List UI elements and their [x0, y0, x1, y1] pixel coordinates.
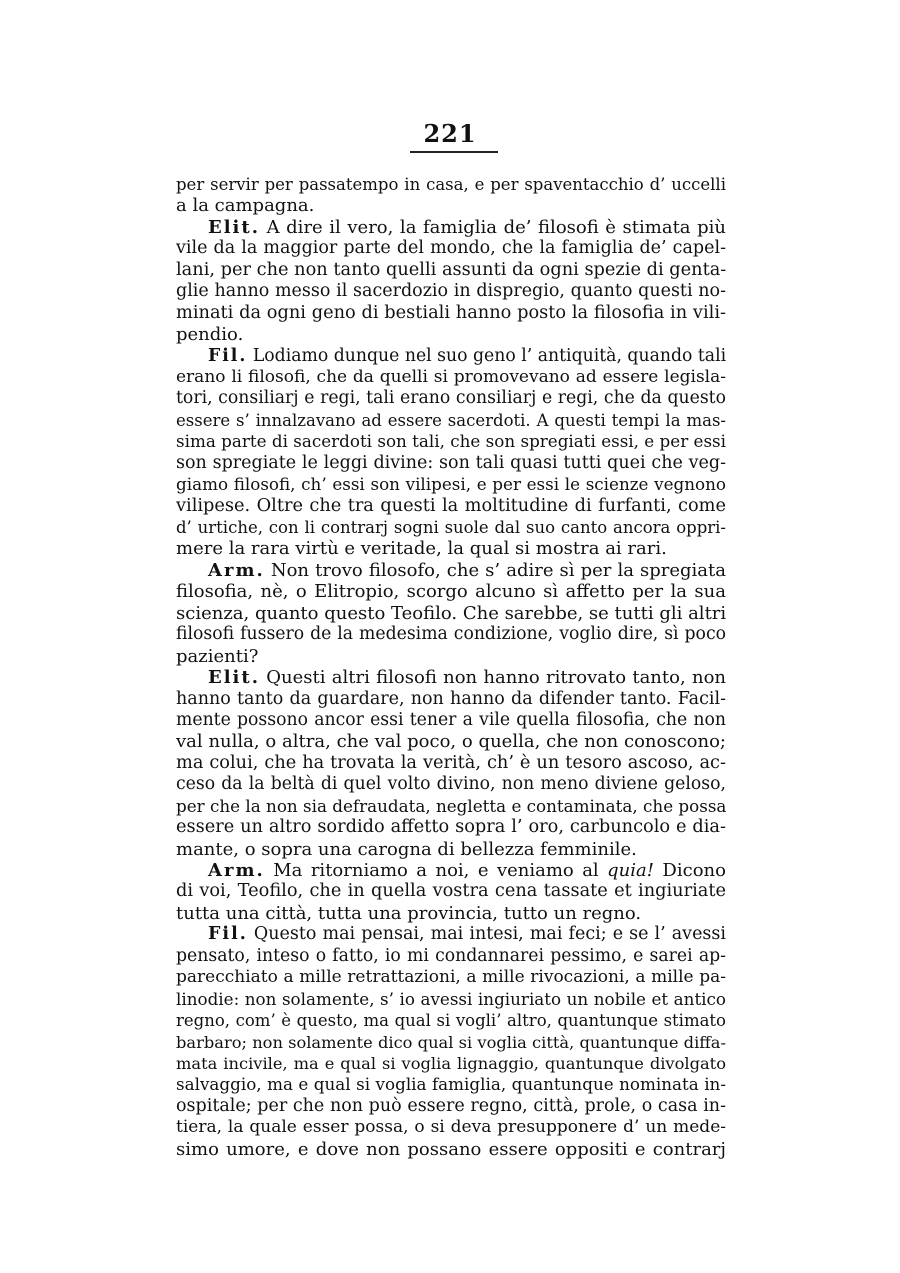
line-text: Questi altri filosofi non hanno ritrovato tanto, non [266, 667, 726, 689]
text-line [176, 646, 726, 667]
line-text: essere s’ innalzavano ad essere sacerdoti. A questi tempi la mas- [176, 410, 726, 430]
page-number-rule [410, 151, 498, 153]
text-line [176, 710, 726, 731]
italic-word: quia! [607, 860, 654, 881]
line-text: pendio. [176, 324, 244, 346]
dialogue-line-start [176, 667, 726, 688]
line-text: tori, consiliarj e regi, tali erano consiliarj e regi, che da questo [176, 388, 726, 409]
line-text: barbaro; non solamente dico qual si voglia città, quantunque diffa- [176, 1032, 726, 1052]
line-text: minati da ogni geno di bestiali hanno posto la filosofia in vili- [176, 302, 726, 323]
line-text: tutta una città, tutta una provincia, tutto un regno. [176, 902, 642, 924]
text-line [176, 174, 726, 195]
text-line [176, 603, 726, 624]
page-number: 221 [423, 119, 477, 148]
text-line [176, 1053, 726, 1074]
line-text: mata incivile, ma e qual si voglia lignaggio, quantunque divolgato [176, 1053, 726, 1073]
line-text: glie hanno messo il sacerdozio in dispregio, quanto questi no- [176, 281, 726, 302]
dialogue-line-start [176, 217, 726, 238]
line-text: giamo filosofi, ch’ essi son vilipesi, e per essi le scienze vegnono [176, 474, 726, 495]
text-line [176, 324, 726, 345]
text-line [176, 774, 726, 795]
dialogue-line-start [176, 346, 726, 367]
dialogue-line-start [176, 560, 726, 581]
text-line [176, 303, 726, 324]
text-line [176, 453, 726, 474]
line-text: mante, o sopra una carogna di bellezza femminile. [176, 838, 637, 860]
line-text: scienza, quanto questo Teofilo. Che sarebbe, se tutti gli altri [176, 602, 727, 624]
text-line [176, 474, 726, 495]
text-line [176, 388, 726, 409]
line-text: pazienti? [176, 645, 259, 667]
speaker-name: Elit. [208, 667, 260, 689]
line-text: vile da la maggior parte del mondo, che la famiglia de’ capel- [176, 238, 726, 259]
line-text: regno, com’ è questo, ma qual si vogli’ altro, quantunque stimato [176, 1011, 726, 1031]
dialogue-line-start [176, 924, 726, 945]
line-text: son spregiate le leggi divine: son tali quasi tutti quei che veg- [176, 452, 726, 473]
line-text: Lodiamo dunque nel suo geno l’ antiquità, quando tali [252, 345, 727, 366]
text-line [176, 731, 726, 752]
text-line [176, 496, 726, 517]
text-line [176, 281, 726, 302]
text-line [176, 410, 726, 431]
line-text: hanno tanto da guardare, non hanno da difender tanto. Facil- [176, 688, 726, 709]
line-text: mere la rara virtù e veritade, la qual si mostra ai rari. [176, 538, 667, 560]
line-text: Questo mai pensai, mai intesi, mai feci; e se l’ avessi [253, 924, 726, 945]
line-text: mente possono ancor essi tener a vile quella filosofia, che non [176, 709, 726, 730]
line-text: essere un altro sordido affetto sopra l’ oro, carbuncolo e dia- [176, 817, 726, 838]
line-text: filosofia, nè, o Elitropio, scorgo alcuno sì affetto per la sua [176, 581, 726, 603]
text-line [176, 624, 726, 645]
line-text: pensato, inteso o fatto, io mi condannarei pessimo, e sarei ap- [176, 945, 726, 966]
text-line [176, 689, 726, 710]
line-text: salvaggio, ma e qual si voglia famiglia, quantunque nominata in- [176, 1074, 726, 1095]
line-text: tiera, la quale esser possa, o si deva presupponere d’ un mede- [176, 1117, 726, 1138]
line-text: a la campagna. [176, 195, 315, 217]
text-line [176, 1032, 726, 1053]
body-text [176, 174, 726, 1160]
line-text: di voi, Teofilo, che in quella vostra cena tassate et ingiuriate [176, 881, 726, 902]
line-text: sima parte di sacerdoti son tali, che son spregiati essi, e per essi [176, 431, 726, 452]
text-line [176, 431, 726, 452]
line-text: d’ urtiche, con li contrarj sogni suole dal suo canto ancora oppri- [176, 518, 726, 537]
line-text: ma colui, che ha trovata la verità, ch’ è un tesoro ascoso, ac- [176, 752, 726, 773]
line-text: val nulla, o altra, che val poco, o quella, che non conoscono; [176, 731, 726, 753]
text-line [176, 367, 726, 388]
text-line [176, 538, 726, 559]
text-line [176, 839, 726, 860]
text-line [176, 1074, 726, 1095]
line-text: simo umore, e dove non possano essere oppositi e contrarj [176, 1138, 726, 1160]
text-line [176, 817, 726, 838]
line-text-tail: Dicono [653, 860, 726, 881]
line-text: erano li filosofi, che da quelli si promovevano ad essere legisla- [176, 366, 726, 387]
text-line [176, 903, 726, 924]
text-line [176, 581, 726, 602]
text-line [176, 967, 726, 988]
text-line [176, 989, 726, 1010]
line-text: Non trovo filosofo, che s’ adire sì per la spregiata [270, 559, 726, 581]
line-text: parecchiato a mille retrattazioni, a mille rivocazioni, a mille pa- [176, 967, 726, 988]
text-line [176, 753, 726, 774]
text-line [176, 946, 726, 967]
speaker-name: Fil. [208, 924, 248, 945]
text-line [176, 1117, 726, 1138]
line-text: Ma ritorniamo a noi, e veniamo al [273, 860, 599, 881]
text-line [176, 1010, 726, 1031]
text-line [176, 1139, 726, 1160]
line-text: ceso da la beltà di quel volto divino, non meno diviene geloso, [176, 774, 726, 795]
line-text: ospitale; per che non può essere regno, città, prole, o casa in- [176, 1095, 726, 1116]
text-line [176, 881, 726, 902]
text-line [176, 796, 726, 817]
text-line [176, 238, 726, 259]
text-line [176, 517, 726, 538]
line-text: per che la non sia defraudata, negletta e contaminata, che possa [176, 795, 727, 816]
dialogue-line-start [176, 860, 726, 881]
text-line [176, 195, 726, 216]
speaker-name: Elit. [208, 216, 260, 238]
line-text: filosofi fussero de la medesima condizione, voglio dire, sì poco [176, 624, 726, 645]
speaker-name: Arm. [208, 860, 265, 881]
line-text: per servir per passatempo in casa, e per spaventacchio d’ uccelli [176, 175, 726, 194]
speaker-name: Fil. [208, 345, 248, 366]
speaker-name: Arm. [208, 559, 265, 581]
text-line [176, 1096, 726, 1117]
text-line [176, 260, 726, 281]
line-text: linodie: non solamente, s’ io avessi ingiuriato un nobile et antico [176, 988, 726, 1009]
line-text: lani, per che non tanto quelli assunti da ogni spezie di genta- [176, 259, 727, 280]
line-text: A dire il vero, la famiglia de’ filosofi è stimata più [266, 216, 726, 238]
line-text: vilipese. Oltre che tra questi la moltitudine di furfanti, come [176, 495, 726, 516]
